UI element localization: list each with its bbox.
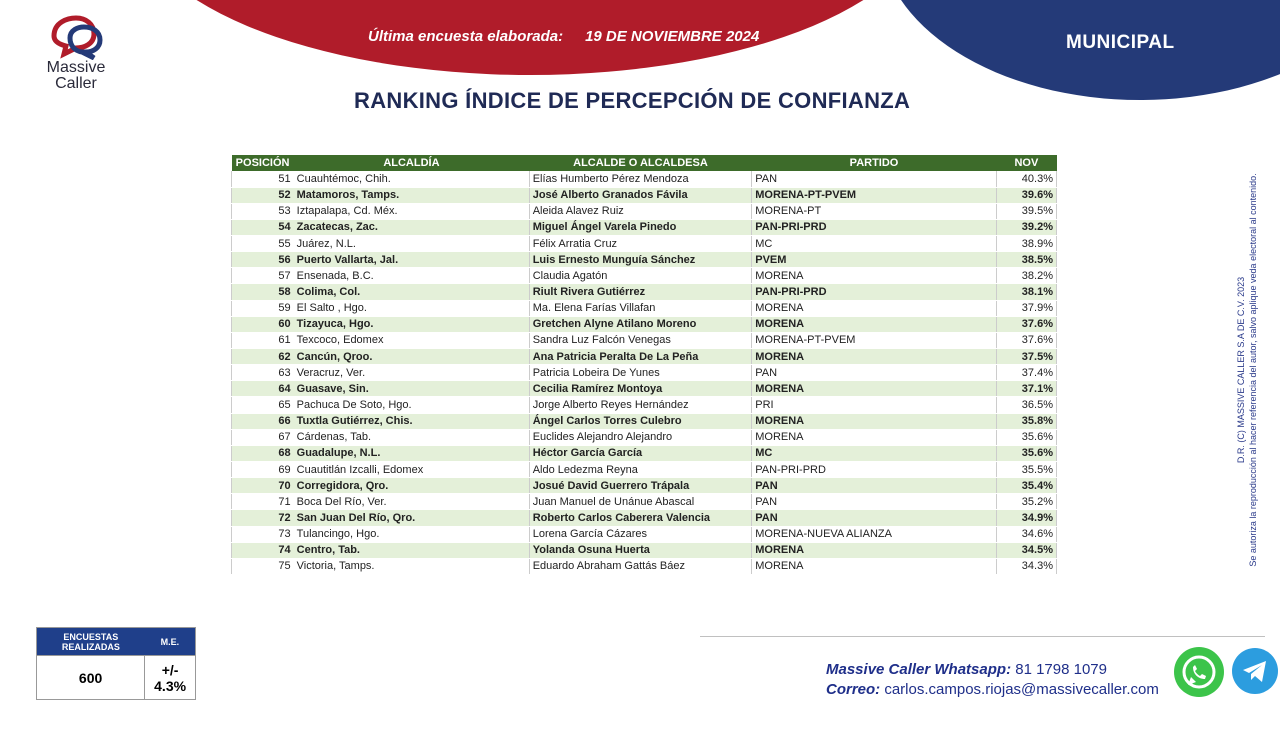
cell-party: PAN <box>752 171 997 187</box>
contact-info <box>826 660 1159 700</box>
cell-municipality: Cuauhtémoc, Chih. <box>294 171 530 187</box>
survey-stats-table <box>36 627 196 700</box>
cell-municipality: Veracruz, Ver. <box>294 365 530 381</box>
table-row <box>232 526 1057 542</box>
cell-nov: 37.5% <box>996 349 1056 365</box>
me-value: +/- 4.3% <box>145 656 196 700</box>
cell-mayor: Sandra Luz Falcón Venegas <box>529 332 752 348</box>
cell-municipality: Juárez, N.L. <box>294 236 530 252</box>
table-row <box>232 445 1057 461</box>
whatsapp-icon[interactable] <box>1174 647 1224 697</box>
email-label: Correo: <box>826 681 881 698</box>
cell-nov: 38.5% <box>996 252 1056 268</box>
cell-nov: 37.6% <box>996 332 1056 348</box>
cell-party: PAN <box>752 494 997 510</box>
cell-nov: 37.9% <box>996 300 1056 316</box>
cell-party: MORENA-PT-PVEM <box>752 332 997 348</box>
cell-party: MORENA <box>752 300 997 316</box>
cell-nov: 35.6% <box>996 429 1056 445</box>
cell-nov: 35.6% <box>996 445 1056 461</box>
table-row <box>232 187 1057 203</box>
telegram-icon[interactable] <box>1232 648 1278 694</box>
cell-position: 74 <box>232 542 294 558</box>
ranking-table <box>231 155 1057 575</box>
cell-party: PRI <box>752 397 997 413</box>
cell-position: 52 <box>232 187 294 203</box>
cell-municipality: Cárdenas, Tab. <box>294 429 530 445</box>
cell-mayor: Elías Humberto Pérez Mendoza <box>529 171 752 187</box>
cell-municipality: Guasave, Sin. <box>294 381 530 397</box>
cell-position: 53 <box>232 203 294 219</box>
cell-position: 69 <box>232 462 294 478</box>
cell-position: 54 <box>232 219 294 235</box>
massive-caller-logo <box>36 14 116 92</box>
table-row <box>232 219 1057 235</box>
survey-label: Última encuesta elaborada: <box>368 28 564 45</box>
cell-nov: 35.8% <box>996 413 1056 429</box>
cell-position: 58 <box>232 284 294 300</box>
cell-nov: 35.2% <box>996 494 1056 510</box>
cell-party: MORENA <box>752 429 997 445</box>
cell-nov: 37.1% <box>996 381 1056 397</box>
survey-info <box>368 28 759 45</box>
table-row <box>232 203 1057 219</box>
cell-municipality: Centro, Tab. <box>294 542 530 558</box>
table-row <box>232 558 1057 574</box>
cell-party: MORENA <box>752 381 997 397</box>
cell-municipality: Colima, Col. <box>294 284 530 300</box>
cell-municipality: Zacatecas, Zac. <box>294 219 530 235</box>
cell-mayor: Juan Manuel de Unánue Abascal <box>529 494 752 510</box>
cell-position: 64 <box>232 381 294 397</box>
cell-nov: 37.4% <box>996 365 1056 381</box>
cell-position: 73 <box>232 526 294 542</box>
cell-mayor: Eduardo Abraham Gattás Báez <box>529 558 752 574</box>
col-header-party: PARTIDO <box>752 155 997 171</box>
cell-position: 66 <box>232 413 294 429</box>
cell-nov: 38.2% <box>996 268 1056 284</box>
cell-municipality: Cuautitlán Izcalli, Edomex <box>294 462 530 478</box>
cell-nov: 36.5% <box>996 397 1056 413</box>
cell-nov: 35.4% <box>996 478 1056 494</box>
col-header-position: POSICIÓN <box>232 155 294 171</box>
cell-position: 60 <box>232 316 294 332</box>
cell-mayor: Jorge Alberto Reyes Hernández <box>529 397 752 413</box>
cell-mayor: Félix Arratia Cruz <box>529 236 752 252</box>
cell-party: PVEM <box>752 252 997 268</box>
cell-municipality: Corregidora, Qro. <box>294 478 530 494</box>
cell-municipality: Boca Del Río, Ver. <box>294 494 530 510</box>
cell-mayor: Riult Rivera Gutiérrez <box>529 284 752 300</box>
cell-mayor: Aleida Alavez Ruiz <box>529 203 752 219</box>
cell-mayor: Cecilia Ramírez Montoya <box>529 381 752 397</box>
cell-nov: 39.6% <box>996 187 1056 203</box>
cell-municipality: Tuxtla Gutiérrez, Chis. <box>294 413 530 429</box>
footer-divider <box>700 636 1265 637</box>
cell-nov: 35.5% <box>996 462 1056 478</box>
cell-municipality: Guadalupe, N.L. <box>294 445 530 461</box>
whatsapp-label: Massive Caller Whatsapp: <box>826 661 1012 678</box>
col-header-municipality: ALCALDÍA <box>294 155 530 171</box>
cell-party: MORENA <box>752 349 997 365</box>
cell-mayor: Roberto Carlos Caberera Valencia <box>529 510 752 526</box>
cell-position: 56 <box>232 252 294 268</box>
cell-party: MORENA-PT-PVEM <box>752 187 997 203</box>
cell-position: 67 <box>232 429 294 445</box>
cell-municipality: Texcoco, Edomex <box>294 332 530 348</box>
cell-position: 55 <box>232 236 294 252</box>
email-address[interactable]: carlos.campos.riojas@massivecaller.com <box>884 681 1159 698</box>
table-row <box>232 397 1057 413</box>
cell-mayor: Ana Patricia Peralta De La Peña <box>529 349 752 365</box>
cell-mayor: Luis Ernesto Munguía Sánchez <box>529 252 752 268</box>
reproduction-line: Se autoriza la reproducción al hacer referencia del autor, salvo aplique veda electoral al contenido. <box>1248 173 1258 567</box>
cell-municipality: Matamoros, Tamps. <box>294 187 530 203</box>
cell-party: MORENA-PT <box>752 203 997 219</box>
cell-nov: 40.3% <box>996 171 1056 187</box>
cell-party: MC <box>752 236 997 252</box>
cell-party: MORENA <box>752 413 997 429</box>
table-row <box>232 332 1057 348</box>
cell-party: MORENA <box>752 268 997 284</box>
table-row <box>232 381 1057 397</box>
cell-position: 71 <box>232 494 294 510</box>
chat-bubbles-logo-icon <box>46 14 106 60</box>
cell-nov: 34.3% <box>996 558 1056 574</box>
cell-position: 51 <box>232 171 294 187</box>
cell-position: 68 <box>232 445 294 461</box>
cell-position: 70 <box>232 478 294 494</box>
cell-party: MORENA <box>752 316 997 332</box>
scope-label: MUNICIPAL <box>1066 32 1175 53</box>
page-title: RANKING ÍNDICE DE PERCEPCIÓN DE CONFIANZA <box>354 88 911 113</box>
cell-mayor: Aldo Ledezma Reyna <box>529 462 752 478</box>
table-row <box>232 349 1057 365</box>
cell-municipality: El Salto , Hgo. <box>294 300 530 316</box>
cell-municipality: Iztapalapa, Cd. Méx. <box>294 203 530 219</box>
surveys-label: ENCUESTAS REALIZADAS <box>37 628 145 656</box>
cell-mayor: Yolanda Osuna Huerta <box>529 542 752 558</box>
cell-nov: 39.5% <box>996 203 1056 219</box>
cell-municipality: Pachuca De Soto, Hgo. <box>294 397 530 413</box>
cell-mayor: José Alberto Granados Fávila <box>529 187 752 203</box>
cell-position: 63 <box>232 365 294 381</box>
cell-nov: 34.9% <box>996 510 1056 526</box>
table-row <box>232 365 1057 381</box>
table-row <box>232 236 1057 252</box>
surveys-value: 600 <box>37 656 145 700</box>
copyright-note <box>1235 140 1259 600</box>
cell-party: PAN <box>752 478 997 494</box>
cell-mayor: Patricia Lobeira De Yunes <box>529 365 752 381</box>
cell-municipality: Cancún, Qroo. <box>294 349 530 365</box>
cell-nov: 38.1% <box>996 284 1056 300</box>
cell-nov: 37.6% <box>996 316 1056 332</box>
table-header-row <box>232 155 1057 171</box>
cell-position: 62 <box>232 349 294 365</box>
cell-party: MORENA <box>752 542 997 558</box>
table-row <box>232 252 1057 268</box>
table-row <box>232 510 1057 526</box>
cell-mayor: Euclides Alejandro Alejandro <box>529 429 752 445</box>
table-row <box>232 542 1057 558</box>
cell-municipality: Tulancingo, Hgo. <box>294 526 530 542</box>
cell-party: MC <box>752 445 997 461</box>
cell-municipality: Tizayuca, Hgo. <box>294 316 530 332</box>
table-row <box>232 462 1057 478</box>
table-row <box>232 494 1057 510</box>
cell-mayor: Ma. Elena Farías Villafan <box>529 300 752 316</box>
cell-nov: 34.6% <box>996 526 1056 542</box>
cell-municipality: San Juan Del Río, Qro. <box>294 510 530 526</box>
table-row <box>232 316 1057 332</box>
cell-position: 72 <box>232 510 294 526</box>
cell-position: 65 <box>232 397 294 413</box>
cell-municipality: Puerto Vallarta, Jal. <box>294 252 530 268</box>
table-row <box>232 171 1057 187</box>
table-row <box>232 413 1057 429</box>
cell-position: 57 <box>232 268 294 284</box>
cell-party: PAN-PRI-PRD <box>752 462 997 478</box>
table-row <box>232 284 1057 300</box>
logo-text-line1: Massive <box>46 59 106 76</box>
cell-party: PAN-PRI-PRD <box>752 284 997 300</box>
cell-municipality: Ensenada, B.C. <box>294 268 530 284</box>
whatsapp-number[interactable]: 81 1798 1079 <box>1015 661 1107 678</box>
survey-date: 19 DE NOVIEMBRE 2024 <box>585 28 760 45</box>
cell-mayor: Ángel Carlos Torres Culebro <box>529 413 752 429</box>
logo-text-line2: Caller <box>55 75 97 92</box>
cell-nov: 38.9% <box>996 236 1056 252</box>
cell-nov: 34.5% <box>996 542 1056 558</box>
cell-party: PAN <box>752 510 997 526</box>
cell-mayor: Héctor García García <box>529 445 752 461</box>
cell-municipality: Victoria, Tamps. <box>294 558 530 574</box>
cell-party: MORENA <box>752 558 997 574</box>
col-header-mayor: ALCALDE O ALCALDESA <box>529 155 752 171</box>
table-row <box>232 478 1057 494</box>
cell-party: PAN-PRI-PRD <box>752 219 997 235</box>
cell-mayor: Claudia Agatón <box>529 268 752 284</box>
col-header-nov: NOV <box>996 155 1056 171</box>
cell-mayor: Lorena García Cázares <box>529 526 752 542</box>
cell-nov: 39.2% <box>996 219 1056 235</box>
cell-party: PAN <box>752 365 997 381</box>
table-row <box>232 429 1057 445</box>
cell-position: 59 <box>232 300 294 316</box>
cell-mayor: Josué David Guerrero Trápala <box>529 478 752 494</box>
cell-party: MORENA-NUEVA ALIANZA <box>752 526 997 542</box>
me-label: M.E. <box>145 628 196 656</box>
copyright-line: D.R. (C) MASSIVE CALLER S.A DE C.V. 2023 <box>1236 276 1246 464</box>
table-row <box>232 268 1057 284</box>
cell-mayor: Gretchen Alyne Atilano Moreno <box>529 316 752 332</box>
cell-position: 75 <box>232 558 294 574</box>
cell-position: 61 <box>232 332 294 348</box>
table-row <box>232 300 1057 316</box>
cell-mayor: Miguel Ángel Varela Pinedo <box>529 219 752 235</box>
